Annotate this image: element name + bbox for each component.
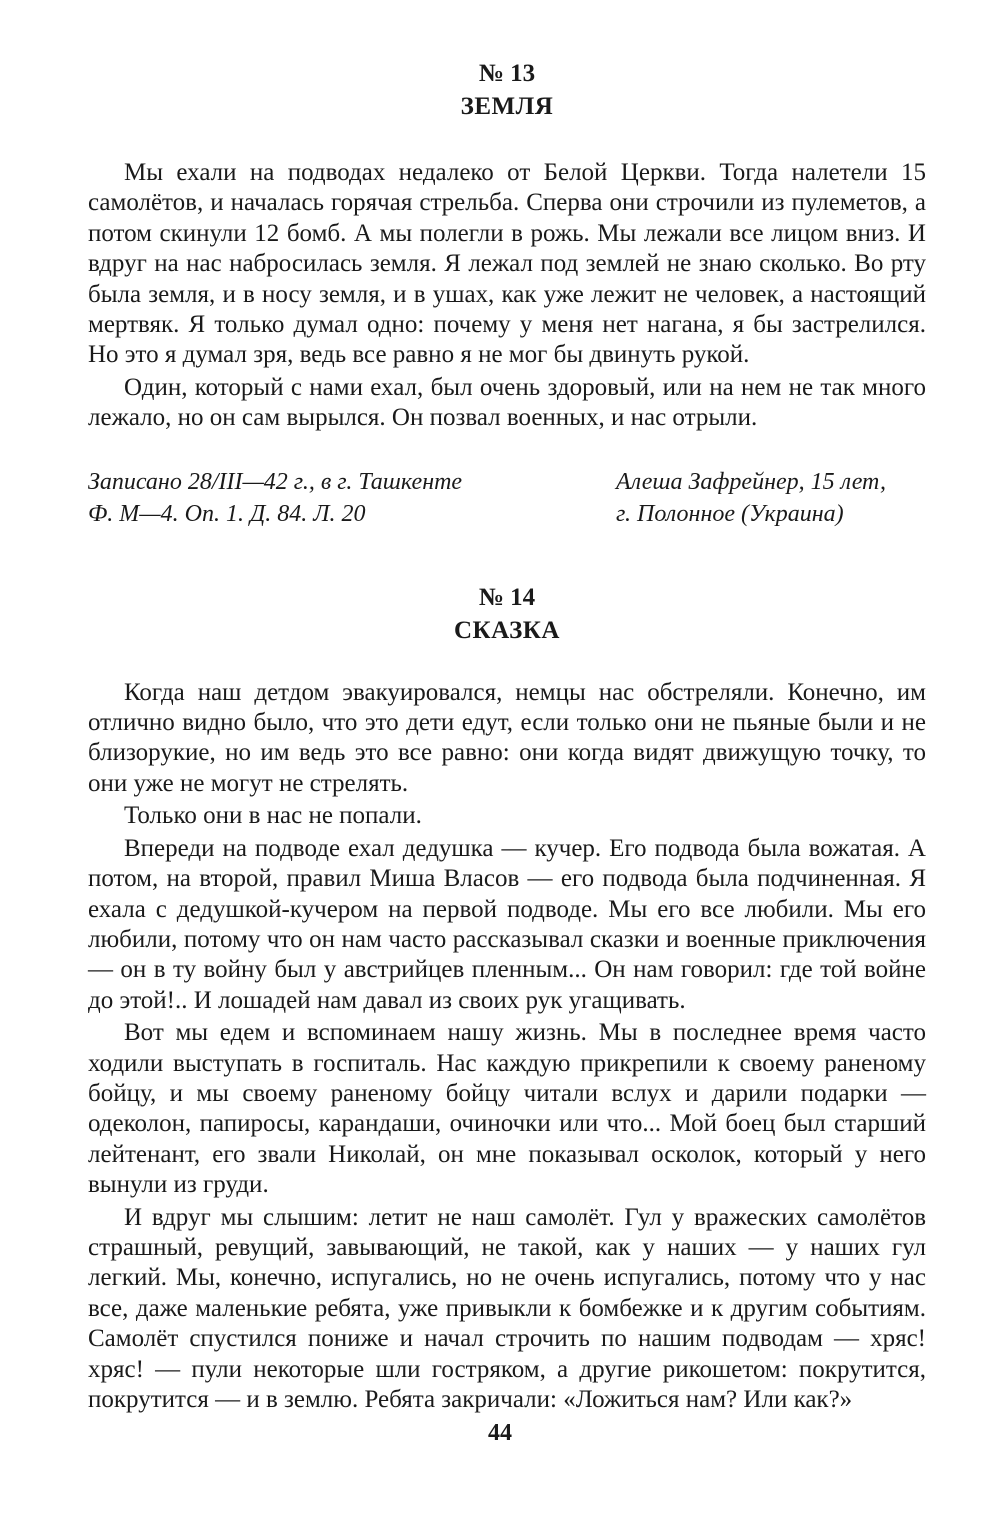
section-number: № 14 [478,583,536,611]
story-text [88,678,926,1416]
paragraph: Только они в нас не попали. [124,802,422,830]
source-note [88,466,926,530]
paragraph: И вдруг мы слышим: летит не наш самолёт. Гул у вражеских самолётов страшный, ревущий, завывающий, не такой, как у наших — у наших гул легкий. Мы, конечно, испугались, но не очень испугались, потому что у нас все, даже маленькие ребята, уже привыкли к бомбежке и к другим событиям. Самолёт спустился пониже и начал строчить по нашим подводам — хряс! хряс! — пули некоторые шли гостряком, а другие рикошетом: покрутится, покрутится — и в землю. Ребята закричали: «Ложиться нам? Или как?» [88,1203,926,1413]
paragraph: Один, который с нами ехал, был очень здоровый, или на нем не так много лежало, но он сам вырылся. Он позвал военных, и нас отрыли. [88,373,926,432]
paragraph: Вот мы едем и вспоминаем нашу жизнь. Мы в последнее время часто ходили выступать в госпиталь. Нас каждую прикрепили к своему раненому бойцу, и мы своему раненому бойцу читали вслух и дарили подарки — одеколон, папиросы, карандаши, очиночки или что... Мой боец был старший лейтенант, его звали Николай, он мне показывал осколок, который у него вынули из груди. [88,1019,926,1199]
story-text [88,158,926,434]
section-title: СКАЗКА [454,616,560,644]
section-13 [88,58,926,530]
author-origin: г. Полонное (Украина) [616,500,844,527]
author-info [616,466,916,530]
archive-reference [88,466,558,530]
paragraph: Мы ехали на подводах недалеко от Белой Церкви. Тогда налетели 15 самолётов, и началась горячая стрельба. Сперва они строчили из пулеметов, а потом скинули 12 бомб. А мы полегли в рожь. Мы лежали все лицом вниз. И вдруг на нас набросилась земля. Я лежал под землей не знаю сколько. Во рту была земля, и в носу земля, и в ушах, как уже лежит не человек, а настоящий мертвяк. Я только думал одно: почему у меня нет нагана, я бы застрелился. Но это я думал зря, ведь все равно я не мог бы двинуть рукой. [88,159,926,369]
page-number: 44 [488,1420,512,1446]
archive-signature: Ф. М—4. Оп. 1. Д. 84. Л. 20 [88,500,366,527]
page-content [88,58,926,1417]
section-14 [88,582,926,1416]
paragraph: Когда наш детдом эвакуировался, немцы нас обстреляли. Конечно, им отлично видно было, что это дети едут, если только они не пьяные были и не близорукие, но им ведь это все равно: они когда видят движущую точку, то они уже не могут не стрелять. [88,678,926,797]
author-name: Алеша Зафрейнер, 15 лет, [616,468,886,495]
section-number: № 13 [478,60,536,87]
record-date: Записано 28/III—42 г., в г. Ташкенте [88,468,463,495]
section-title: ЗЕМЛЯ [460,93,554,120]
paragraph: Впереди на подводе ехал дедушка — кучер. Его подвода была вожатая. А потом, на второй, правил Миша Власов — его подвода была подчиненная. Я ехала с дедушкой-кучером на первой подводе. Мы его все любили. Мы его любили, потому что он нам часто рассказывал сказки и военные приключения — он в ту войну был у австрийцев пленным... Он нам говорил: где той войне до этой!.. И лошадей нам давал из своих рук угащивать. [88,834,926,1014]
